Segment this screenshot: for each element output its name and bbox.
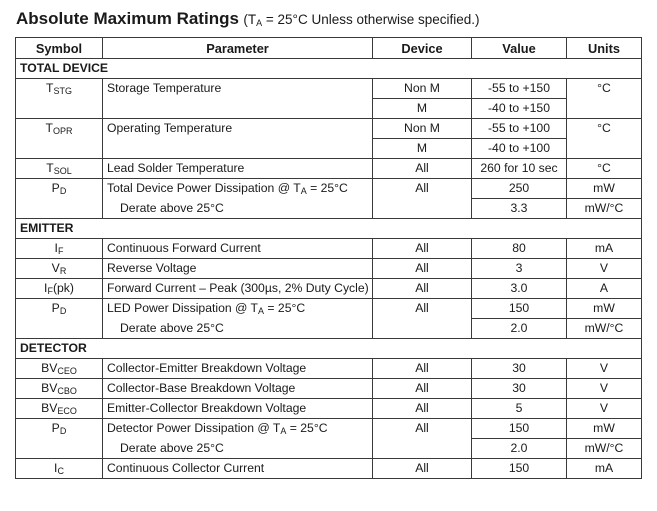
unit-cell: V [567, 259, 642, 279]
device-cell: All [373, 179, 472, 219]
parameter-sub: A [258, 306, 265, 317]
unit-cell: mW [567, 299, 642, 319]
header-symbol: Symbol [16, 38, 103, 59]
section-row-emitter [16, 219, 642, 239]
value-cell: 80 [472, 239, 567, 259]
table-row [16, 379, 642, 399]
derate-cell: Derate above 25°C [103, 199, 373, 219]
symbol-sub: C [57, 466, 64, 476]
symbol-cell [16, 239, 103, 259]
parameter-cell [103, 179, 373, 199]
table-row [16, 439, 642, 459]
symbol-sub: F [57, 246, 64, 256]
unit-cell: °C [567, 159, 642, 179]
symbol-main: P [51, 181, 60, 195]
condition-sub: A [256, 18, 263, 28]
symbol-cell [16, 79, 103, 119]
symbol-sub: ECO [57, 406, 77, 416]
symbol-main: I [54, 461, 58, 475]
device-cell: All [373, 259, 472, 279]
symbol-main: P [51, 301, 60, 315]
parameter-text: Total Device Power Dissipation @ T [107, 181, 301, 196]
symbol-main: T [45, 121, 53, 135]
symbol-cell [16, 459, 103, 479]
parameter-text: LED Power Dissipation @ T [107, 301, 259, 316]
ratings-table [15, 37, 642, 479]
device-cell: All [373, 399, 472, 419]
unit-cell: A [567, 279, 642, 299]
unit-cell: mW/°C [567, 319, 642, 339]
symbol-sub: D [59, 306, 67, 316]
table-row [16, 79, 642, 99]
parameter-cell: Operating Temperature [103, 119, 373, 159]
header-parameter: Parameter [103, 38, 373, 59]
symbol-sub: F [47, 286, 53, 296]
symbol-cell [16, 119, 103, 159]
header-device: Device [373, 38, 472, 59]
parameter-cell: Reverse Voltage [103, 259, 373, 279]
symbol-sub: CEO [57, 366, 77, 376]
value-cell: 30 [472, 379, 567, 399]
header-row [16, 38, 642, 59]
parameter-cell: Collector-Base Breakdown Voltage [103, 379, 373, 399]
table-row [16, 199, 642, 219]
symbol-cell [16, 399, 103, 419]
unit-cell: mW [567, 419, 642, 439]
parameter-cell [103, 299, 373, 319]
unit-cell: °C [567, 79, 642, 119]
device-cell: M [373, 99, 472, 119]
unit-cell: mW/°C [567, 199, 642, 219]
device-cell: All [373, 299, 472, 339]
value-cell: -55 to +150 [472, 79, 567, 99]
symbol-cell [16, 379, 103, 399]
parameter-text: Detector Power Dissipation @ T [107, 421, 281, 436]
unit-cell: V [567, 399, 642, 419]
value-cell: 3.3 [472, 199, 567, 219]
symbol-cell [16, 419, 103, 459]
parameter-cell: Continuous Forward Current [103, 239, 373, 259]
header-value: Value [472, 38, 567, 59]
value-cell: -40 to +100 [472, 139, 567, 159]
table-row [16, 279, 642, 299]
table-row [16, 359, 642, 379]
parameter-cell: Storage Temperature [103, 79, 373, 119]
value-cell: 150 [472, 459, 567, 479]
section-row-total-device [16, 59, 642, 79]
device-cell: All [373, 419, 472, 459]
parameter-sub: A [280, 426, 287, 437]
table-row [16, 399, 642, 419]
value-cell: 3 [472, 259, 567, 279]
symbol-suffix: (pk) [52, 281, 74, 295]
value-cell: -55 to +100 [472, 119, 567, 139]
unit-cell: V [567, 379, 642, 399]
device-cell: All [373, 379, 472, 399]
symbol-sub: R [59, 266, 67, 276]
symbol-sub: SOL [53, 166, 72, 176]
section-row-detector [16, 339, 642, 359]
symbol-main: I [44, 281, 48, 295]
unit-cell: °C [567, 119, 642, 159]
table-row [16, 419, 642, 439]
device-cell: All [373, 159, 472, 179]
symbol-cell [16, 179, 103, 219]
unit-cell: mW/°C [567, 439, 642, 459]
parameter-text: = 25°C [264, 301, 306, 316]
value-cell: 2.0 [472, 319, 567, 339]
parameter-cell: Lead Solder Temperature [103, 159, 373, 179]
table-row [16, 259, 642, 279]
device-cell: All [373, 279, 472, 299]
symbol-sub: D [59, 426, 67, 436]
header-units: Units [567, 38, 642, 59]
section-detector: DETECTOR [16, 339, 642, 359]
table-row [16, 459, 642, 479]
unit-cell: mA [567, 459, 642, 479]
unit-cell: mA [567, 239, 642, 259]
value-cell: 5 [472, 399, 567, 419]
condition-suffix: = 25°C Unless otherwise specified.) [262, 12, 480, 27]
device-cell: Non M [373, 79, 472, 99]
symbol-main: T [46, 81, 54, 95]
table-row [16, 299, 642, 319]
value-cell: 150 [472, 419, 567, 439]
symbol-main: BV [41, 381, 58, 395]
table-row [16, 239, 642, 259]
symbol-cell [16, 159, 103, 179]
symbol-sub: STG [53, 86, 72, 96]
derate-cell: Derate above 25°C [103, 319, 373, 339]
symbol-main: I [54, 241, 58, 255]
symbol-cell [16, 279, 103, 299]
unit-cell: V [567, 359, 642, 379]
parameter-cell: Emitter-Collector Breakdown Voltage [103, 399, 373, 419]
device-cell: All [373, 359, 472, 379]
title-main: Absolute Maximum Ratings [16, 9, 239, 28]
parameter-cell [103, 419, 373, 439]
symbol-cell [16, 359, 103, 379]
symbol-sub: CBO [57, 386, 77, 396]
parameter-cell: Continuous Collector Current [103, 459, 373, 479]
value-cell: 2.0 [472, 439, 567, 459]
condition-prefix: (T [243, 12, 257, 27]
title-condition [243, 12, 479, 27]
derate-cell: Derate above 25°C [103, 439, 373, 459]
symbol-sub: D [59, 186, 67, 196]
symbol-cell [16, 259, 103, 279]
value-cell: 250 [472, 179, 567, 199]
symbol-sub: OPR [52, 126, 73, 136]
parameter-cell: Forward Current – Peak (300µs, 2% Duty Cycle) [103, 279, 373, 299]
table-title [16, 9, 480, 29]
value-cell: 3.0 [472, 279, 567, 299]
parameter-sub: A [300, 186, 307, 197]
section-emitter: EMITTER [16, 219, 642, 239]
table-row [16, 159, 642, 179]
table-row [16, 179, 642, 199]
symbol-main: BV [41, 361, 58, 375]
value-cell: 30 [472, 359, 567, 379]
device-cell: Non M [373, 119, 472, 139]
unit-cell: mW [567, 179, 642, 199]
parameter-text: = 25°C [286, 421, 328, 436]
value-cell: -40 to +150 [472, 99, 567, 119]
symbol-main: T [46, 161, 54, 175]
symbol-main: P [51, 421, 60, 435]
symbol-main: V [51, 261, 60, 275]
value-cell: 260 for 10 sec [472, 159, 567, 179]
symbol-main: BV [41, 401, 58, 415]
section-total-device: TOTAL DEVICE [16, 59, 642, 79]
device-cell: M [373, 139, 472, 159]
symbol-cell [16, 299, 103, 339]
parameter-text: = 25°C [306, 181, 348, 196]
table-row [16, 319, 642, 339]
device-cell: All [373, 239, 472, 259]
value-cell: 150 [472, 299, 567, 319]
device-cell: All [373, 459, 472, 479]
table-row [16, 119, 642, 139]
parameter-cell: Collector-Emitter Breakdown Voltage [103, 359, 373, 379]
